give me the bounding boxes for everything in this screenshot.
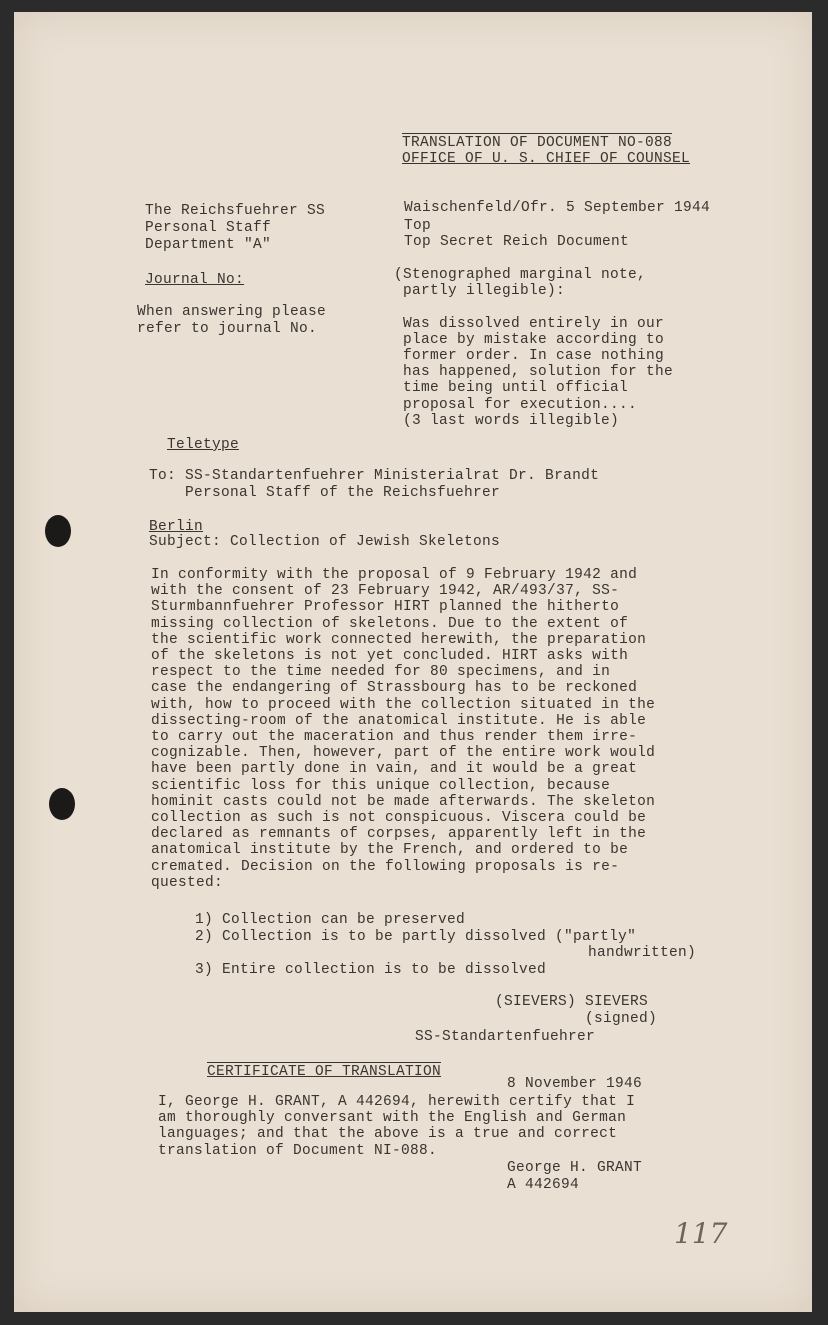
signature-title: SS-Standartenfuehrer — [415, 1029, 596, 1045]
certificate-date: 8 November 1946 — [507, 1076, 643, 1092]
to-line-2: Personal Staff of the Reichsfuehrer — [149, 485, 501, 501]
marginal-note-line: proposal for execution.... — [394, 396, 638, 413]
document-page — [14, 12, 812, 1312]
body-line: dissecting-room of the anatomical institute. He is able — [151, 712, 647, 729]
subject-line: Subject: Collection of Jewish Skeletons — [149, 534, 501, 550]
body-line: have been partly done in vain, and it would be a great — [151, 761, 638, 778]
body-line: quested: — [151, 874, 224, 891]
marginal-note-line: Was dissolved entirely in our — [394, 315, 665, 332]
marginal-note-line: (3 last words illegible) — [394, 412, 620, 429]
answer-line-2: refer to journal No. — [137, 321, 318, 337]
proposal-2-note: handwritten) — [588, 945, 697, 961]
body-line: scientific loss for this unique collection, because — [151, 777, 611, 794]
city: Berlin — [149, 519, 204, 535]
punch-hole-top — [45, 515, 71, 547]
body-line: cognizable. Then, however, part of the entire work would — [151, 745, 656, 762]
body-text — [151, 567, 655, 891]
body-line: collection as such is not conspicuous. Viscera could be — [151, 810, 647, 827]
signature-signed: (signed) — [585, 1011, 658, 1027]
marginal-note-line: former order. In case nothing — [394, 348, 665, 365]
certificate-line: am thoroughly conversant with the English and German — [158, 1110, 627, 1127]
to-line-1: To: SS-Standartenfuehrer Ministerialrat Dr. Brandt — [149, 468, 600, 484]
sender-line-1: The Reichsfuehrer SS — [145, 203, 326, 219]
body-line: hominit casts could not be made afterwards. The skeleton — [151, 793, 656, 810]
body-line: Sturmbannfuehrer Professor HIRT planned the hitherto — [151, 599, 620, 616]
marginal-note-line: time being until official — [394, 380, 629, 397]
certificate-signer-number: A 442694 — [507, 1177, 580, 1193]
classification: Top Secret Reich Document — [404, 234, 630, 250]
sender-line-3: Department "A" — [145, 237, 272, 253]
body-line: with, how to proceed with the collection situated in the — [151, 696, 656, 713]
body-line: declared as remnants of corpses, apparently left in the — [151, 826, 647, 843]
certificate-line: languages; and that the above is a true and correct — [158, 1126, 618, 1143]
top-label: Top — [404, 218, 432, 234]
certificate-line: I, George H. GRANT, A 442694, herewith certify that I — [158, 1094, 636, 1110]
proposal-1: 1) Collection can be preserved — [195, 912, 466, 928]
proposal-2: 2) Collection is to be partly dissolved ("partly" — [195, 929, 637, 945]
teletype-label: Teletype — [167, 437, 240, 453]
marginal-note-line: partly illegible): — [394, 283, 566, 300]
punch-hole-bottom — [49, 788, 75, 820]
header-office: OFFICE OF U. S. CHIEF OF COUNSEL — [402, 151, 691, 167]
marginal-note-line: place by mistake according to — [394, 331, 665, 348]
marginal-note-line — [394, 299, 673, 315]
body-line: cremated. Decision on the following proposals is re- — [151, 858, 620, 875]
marginal-note — [394, 267, 673, 429]
body-line: In conformity with the proposal of 9 February 1942 and — [151, 567, 638, 583]
signature-name: (SIEVERS) SIEVERS — [495, 994, 649, 1010]
body-line: the scientific work connected herewith, the preparation — [151, 631, 647, 648]
body-line: with the consent of 23 February 1942, AR/493/37, SS- — [151, 583, 620, 600]
body-line: anatomical institute by the French, and ordered to be — [151, 842, 629, 859]
body-line: missing collection of skeletons. Due to the extent of — [151, 615, 629, 632]
certificate-text — [158, 1094, 635, 1159]
body-line: of the skeletons is not yet concluded. HIRT asks with — [151, 648, 629, 665]
body-line: respect to the time needed for 80 specimens, and in — [151, 664, 611, 681]
body-line: case the endangering of Strassbourg has to be reckoned — [151, 680, 638, 697]
body-line: to carry out the maceration and thus render them irre- — [151, 729, 638, 746]
header-title: TRANSLATION OF DOCUMENT NO-088 — [402, 135, 673, 151]
place-date: Waischenfeld/Ofr. 5 September 1944 — [404, 200, 711, 216]
marginal-note-line: (Stenographed marginal note, — [394, 267, 647, 283]
certificate-line: translation of Document NI-088. — [158, 1142, 438, 1159]
marginal-note-line: has happened, solution for the — [394, 364, 674, 381]
certificate-signer: George H. GRANT — [507, 1160, 643, 1176]
sender-line-2: Personal Staff — [145, 220, 272, 236]
proposal-3: 3) Entire collection is to be dissolved — [195, 962, 547, 978]
page-number: 117 — [674, 1217, 728, 1250]
certificate-heading: CERTIFICATE OF TRANSLATION — [207, 1064, 442, 1080]
answer-line-1: When answering please — [137, 304, 327, 320]
journal-label: Journal No: — [145, 272, 245, 288]
